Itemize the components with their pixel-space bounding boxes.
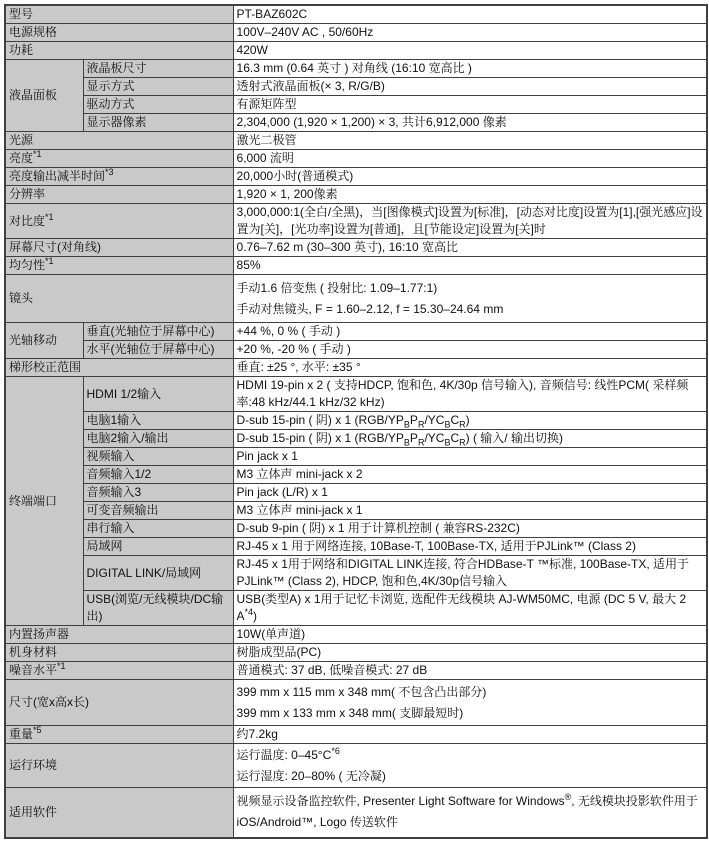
table-row [5, 484, 707, 502]
table-row [5, 42, 707, 60]
table-row [5, 239, 707, 257]
row-value: D-sub 9-pin ( 阴) x 1 用于计算机控制 ( 兼容RS-232C) [233, 520, 707, 538]
row-label: 适用软件 [5, 788, 233, 838]
table-row [5, 186, 707, 204]
value-line: 手动对焦镜头, F = 1.60–2.12, f = 15.30–24.64 mm [236, 301, 504, 316]
row-value [233, 680, 707, 726]
value-line: 399 mm x 133 mm x 348 mm( 支脚最短时) [236, 705, 464, 720]
row-value: 100V–240V AC , 50/60Hz [233, 24, 707, 42]
row-label: HDMI 1/2输入 [83, 377, 233, 412]
row-label: 分辨率 [5, 186, 233, 204]
row-value: 20,000小时(普通模式) [233, 168, 707, 186]
table-row [5, 520, 707, 538]
table-row [5, 150, 707, 168]
row-label: 音频输入1/2 [83, 466, 233, 484]
table-row [5, 626, 707, 644]
row-label: 串行输入 [83, 520, 233, 538]
row-group-label: 液晶面板 [5, 60, 83, 132]
table-row [5, 662, 707, 680]
value-line: 手动1.6 倍变焦 ( 投射比: 1.09–1.77:1) [236, 280, 438, 295]
row-value: +20 %, -20 % ( 手动 ) [233, 341, 707, 359]
row-value: 垂直: ±25 °, 水平: ±35 ° [233, 359, 707, 377]
table-row [5, 680, 707, 726]
row-label: 局域网 [83, 538, 233, 556]
table-row [5, 24, 707, 42]
spec-table-body [5, 5, 707, 838]
row-value: 3,000,000:1(全白/全黑)，当[图像模式]设置为[标准]，[动态对比度]设置为[1],[强光感应]设置为[关]，[光功率]设置为[普通]，且[节能设定]设置为[关]时 [233, 204, 707, 239]
row-label: 机身材料 [5, 644, 233, 662]
row-value: 视频显示设备监控软件, Presenter Light Software for Windows®, 无线模块投影软件用于iOS/Android™, Logo 传送软件 [233, 788, 707, 838]
row-value: 约7.2kg [233, 726, 707, 744]
table-row [5, 257, 707, 275]
row-value: M3 立体声 mini-jack x 1 [233, 502, 707, 520]
row-label: 显示器像素 [83, 114, 233, 132]
table-row [5, 78, 707, 96]
table-row [5, 5, 707, 24]
row-label: 镜头 [5, 275, 233, 323]
table-row [5, 114, 707, 132]
row-value: Pin jack x 1 [233, 448, 707, 466]
table-row [5, 466, 707, 484]
row-value: 透射式液晶面板(× 3, R/G/B) [233, 78, 707, 96]
row-value: +44 %, 0 % ( 手动 ) [233, 323, 707, 341]
row-label: 亮度$^{*1}$ [5, 150, 233, 168]
value-line: 399 mm x 115 mm x 348 mm( 不包含凸出部分) [236, 684, 487, 699]
row-label: 显示方式 [83, 78, 233, 96]
row-label: 可变音频输出 [83, 502, 233, 520]
row-value: 10W(单声道) [233, 626, 707, 644]
table-row [5, 96, 707, 114]
row-label: 电脑1输入 [83, 412, 233, 430]
row-group-label: 光轴移动 [5, 323, 83, 359]
table-row [5, 726, 707, 744]
row-value: PT-BAZ602C [233, 5, 707, 24]
row-value: 激光二极管 [233, 132, 707, 150]
table-row [5, 275, 707, 323]
row-label: 视频输入 [83, 448, 233, 466]
row-value: 85% [233, 257, 707, 275]
row-value: Pin jack (L/R) x 1 [233, 484, 707, 502]
row-group-label: 终端端口 [5, 377, 83, 626]
row-label: 水平(光轴位于屏幕中心) [83, 341, 233, 359]
table-row [5, 448, 707, 466]
row-value: RJ-45 x 1用于网络和DIGITAL LINK连接, 符合HDBase-T ™标准, 100Base-TX, 适用于PJLink™ (Class 2), HDCP, 饱和色,4K/30p信号输入 [233, 556, 707, 591]
value-line: 运行湿度: 20–80% ( 无冷凝) [236, 768, 386, 783]
row-label: DIGITAL LINK/局域网 [83, 556, 233, 591]
row-label: 屏幕尺寸(对角线) [5, 239, 233, 257]
row-label: 型号 [5, 5, 233, 24]
row-label: 电源规格 [5, 24, 233, 42]
row-label: 内置扬声器 [5, 626, 233, 644]
row-value: 1,920 × 1, 200像素 [233, 186, 707, 204]
spec-table [4, 4, 708, 839]
table-row [5, 556, 707, 591]
row-value: 16.3 mm (0.64 英寸 ) 对角线 (16:10 宽高比 ) [233, 60, 707, 78]
row-value: 普通模式: 37 dB, 低噪音模式: 27 dB [233, 662, 707, 680]
row-value: 有源矩阵型 [233, 96, 707, 114]
row-label: 光源 [5, 132, 233, 150]
table-row [5, 132, 707, 150]
row-label: 驱动方式 [83, 96, 233, 114]
row-label: 亮度输出减半时间$^{*3}$ [5, 168, 233, 186]
row-label: 功耗 [5, 42, 233, 60]
row-label: 音频输入3 [83, 484, 233, 502]
table-row [5, 168, 707, 186]
table-row [5, 359, 707, 377]
row-value: D-sub 15-pin ( 阴) x 1 $(RGB/YP_BP_R/YC_BC_R)$ ( 输入/ 输出切换) [233, 430, 707, 448]
table-row [5, 744, 707, 788]
table-row [5, 60, 707, 78]
table-row [5, 323, 707, 341]
row-value: 6,000 流明 [233, 150, 707, 168]
row-label: USB(浏览/无线模块/DC输出) [83, 591, 233, 626]
table-row [5, 538, 707, 556]
row-label: 液晶板尺寸 [83, 60, 233, 78]
row-label: 尺寸(宽x高x长) [5, 680, 233, 726]
table-row [5, 502, 707, 520]
table-row [5, 204, 707, 239]
row-value [233, 744, 707, 788]
row-value: 0.76–7.62 m (30–300 英寸), 16:10 宽高比 [233, 239, 707, 257]
row-value: 420W [233, 42, 707, 60]
row-value: M3 立体声 mini-jack x 2 [233, 466, 707, 484]
row-label: 噪音水平$^{*1}$ [5, 662, 233, 680]
row-label: 对比度$^{*1}$ [5, 204, 233, 239]
row-label: 垂直(光轴位于屏幕中心) [83, 323, 233, 341]
row-value: HDMI 19-pin x 2 ( 支持HDCP, 饱和色, 4K/30p 信号输入), 音频信号: 线性PCM( 采样频率:48 kHz/44.1 kHz/32 kHz) [233, 377, 707, 412]
row-value: D-sub 15-pin ( 阴) x 1 $(RGB/YP_BP_R/YC_BC_R)$ [233, 412, 707, 430]
table-row [5, 341, 707, 359]
table-row [5, 430, 707, 448]
row-value: RJ-45 x 1 用于网络连接, 10Base-T, 100Base-TX, 适用于PJLink™ (Class 2) [233, 538, 707, 556]
row-label: 均匀性$^{*1}$ [5, 257, 233, 275]
row-value [233, 275, 707, 323]
table-row [5, 644, 707, 662]
row-value: USB(类型A) x 1用于记忆卡浏览, 选配件无线模块 AJ-WM50MC, 电源 (DC 5 V, 最大 2 $A^{*4}$) [233, 591, 707, 626]
value-line: 运行温度: $0-45^\circ C^{*6}$ [236, 745, 340, 762]
row-label: 重量$^{*5}$ [5, 726, 233, 744]
table-row [5, 591, 707, 626]
table-row [5, 412, 707, 430]
table-row [5, 788, 707, 838]
row-label: 电脑2输入/输出 [83, 430, 233, 448]
row-value: 树脂成型品(PC) [233, 644, 707, 662]
table-row [5, 377, 707, 412]
row-value: 2,304,000 (1,920 × 1,200) × 3, 共计6,912,000 像素 [233, 114, 707, 132]
row-label: 运行环境 [5, 744, 233, 788]
row-label: 梯形校正范围 [5, 359, 233, 377]
